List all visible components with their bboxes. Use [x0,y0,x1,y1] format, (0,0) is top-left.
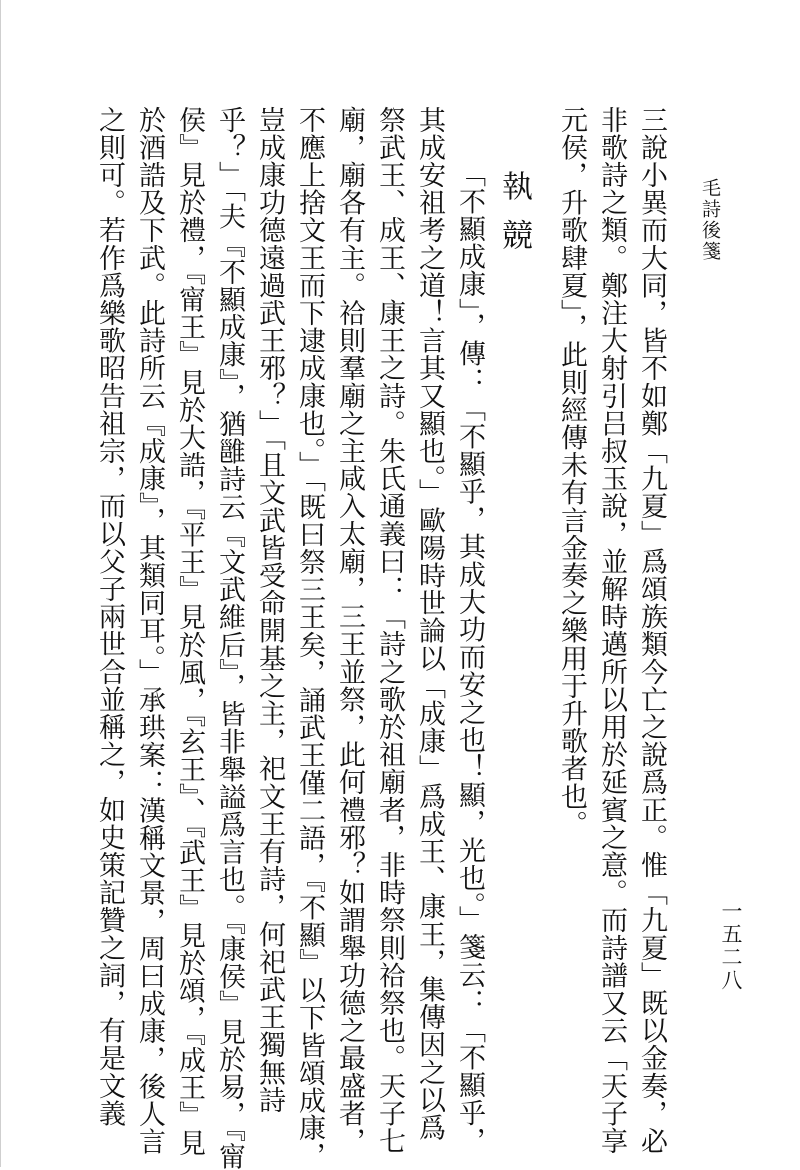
text-column: 其成安祖考之道！言其又顯也。」歐陽時世論以「成康」爲成王、康王，集傳因之以爲 [414,106,445,1142]
text-column: 元侯，升歌肆夏」，此則經傳未有言金奏之樂用于升歌者也。 [556,106,587,838]
text-column: 非歌詩之類。鄭注大射引吕叔玉說，並解時邁所以用於延賓之意。而詩譜又云「天子享 [596,106,627,1155]
text-column: 乎？」「夫『不顯成康』，猶雝詩云『文武維后』，皆非舉謚爲言也。『康侯』見於易，『甯 [214,106,245,1170]
text-column: 不應上捨文王而下逮成康也。」「既曰祭三王矣，誦武王僅二語，『不顯』以下皆頌成康， [294,106,325,1170]
text-column: 三說小異而大同，皆不如鄭「九夏」爲頌族類今亡之說爲正。惟「九夏」既以金奏，必 [636,106,667,1155]
text-column: 廟，廟各有主。祫則羣廟之主咸入太廟，三王並祭，此何禮邪？如謂舉功德之最盛者， [334,106,365,1155]
text-column: 之則可。若作爲樂歌昭告祖宗，而以父子兩世合並稱之，如史策記贊之詞，有是文義 [94,106,125,1128]
text-column: 豈成康功德遠過武王邪？」「且文武皆受命開基之主，祀文王有詩，何祀武王獨無詩 [254,106,285,1114]
text-column: 侯』見於禮，『甯王』見於大誥，『平王』見於風，『玄王』、『武王』見於頌，『成王』見 [174,106,205,1157]
running-head-book-title: 毛詩後箋 [699,178,721,262]
text-column: 祭武王、成王、康王之詩。朱氏通義曰：「詩之歌於祖廟者，非時祭則祫祭也。天子七 [374,106,405,1155]
section-title: 執競 [496,170,532,268]
page-edge [0,0,1,1167]
text-column: 於酒誥及下武。此詩所云『成康』，其類同耳。」承珙案：漢稱文景，周曰成康，後人言 [134,106,165,1156]
text-column: 「不顯成康」，傳：「不顯乎，其成大功而安之也！顯，光也。」箋云：「不顯乎， [454,160,485,1155]
page-number: 一五二八 [719,900,743,992]
